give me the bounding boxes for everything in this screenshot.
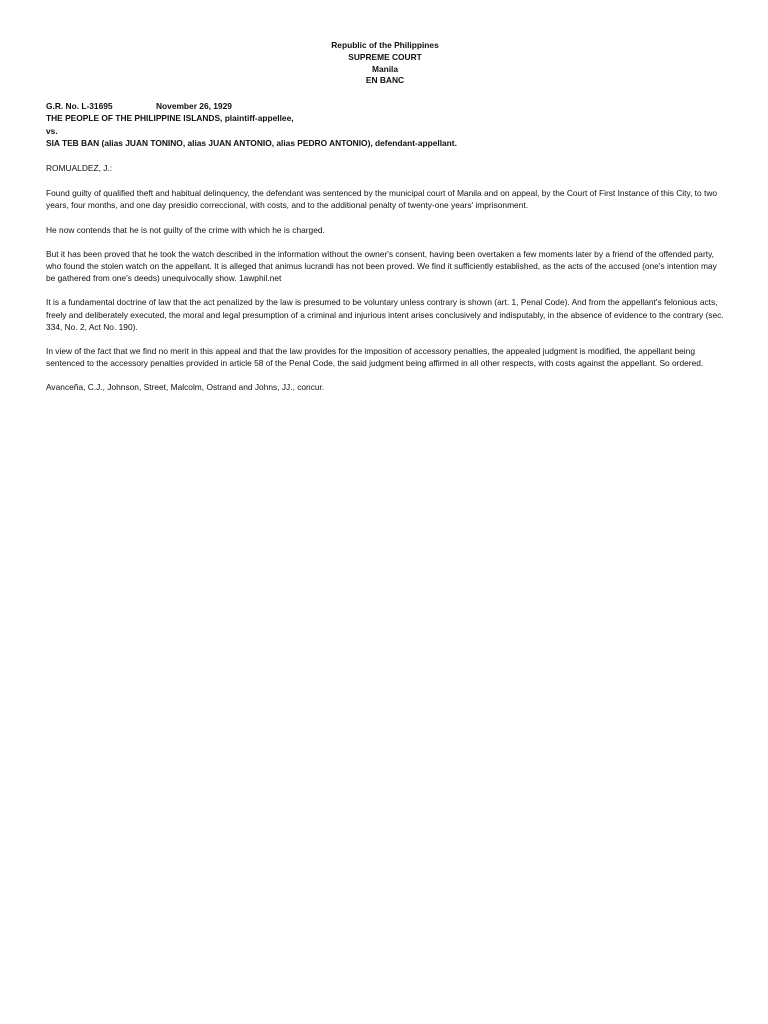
document-page — [46, 40, 724, 406]
body-paragraph: But it has been proved that he took the watch described in the information without the owner's consent, having been overtaken a few moments later by a friend of the offended party, who found the stolen watch on the appellant. It is alleged that animus lucrandi has not been proved. We find it sufficiently established, as the acts of the accused (one's intention may be gathered from one's deeds) unequivocally show. 1awphil.net — [46, 248, 717, 284]
case-number-row — [46, 100, 724, 112]
header-city: Manila — [371, 63, 399, 74]
concurrence-line: Avanceña, C.J., Johnson, Street, Malcolm, Ostrand and Johns, JJ., concur. — [46, 382, 325, 393]
header-republic: Republic of the Philippines — [331, 40, 439, 50]
court-header — [46, 40, 724, 87]
case-number: G.R. No. L-31695 — [46, 101, 113, 112]
body-paragraph: In view of the fact that we find no merit in this appeal and that the law provides for the imposition of accessory penalties, the appealed judgment is modified, the appellant being sentenced to the accessory penalties provided in article 58 of the Penal Code, the said judgment being affirmed in all other respects, with costs against the appellant. So ordered. — [46, 346, 704, 369]
body-paragraph: It is a fundamental doctrine of law that the act penalized by the law is presumed to be voluntary unless contrary is shown (art. 1, Penal Code). And from the appellant's felonious acts, freely and deliberately executed, the moral and legal presumption of a criminal and injurious intent arises conclusively and indisputably, in the absence of evidence to the contrary (sec. 334, No. 2, Act No. 190). — [46, 297, 724, 332]
header-court: SUPREME COURT — [348, 51, 422, 62]
body-paragraph: Found guilty of qualified theft and habitual delinquency, the defendant was sentenced by the municipal court of Manila and on appeal, by the Court of First Instance of this City, to two years, four months, and one day presidio correccional, with costs, and to the additional penalty of twenty-one years' imprisonment. — [46, 188, 718, 211]
versus-line: vs. — [46, 125, 58, 136]
case-date: November 26, 1929 — [156, 101, 232, 112]
body-paragraph: He now contends that he is not guilty of the crime with which he is charged. — [46, 224, 325, 235]
case-caption — [46, 100, 724, 149]
ponente: ROMUALDEZ, J.: — [46, 163, 113, 173]
defendant-line: SIA TEB BAN (alias JUAN TONINO, alias JUAN ANTONIO, alias PEDRO ANTONIO), defendant-appellant. — [46, 137, 457, 148]
plaintiff-line: THE PEOPLE OF THE PHILIPPINE ISLANDS, plaintiff-appellee, — [46, 113, 294, 124]
header-division: EN BANC — [365, 75, 405, 86]
